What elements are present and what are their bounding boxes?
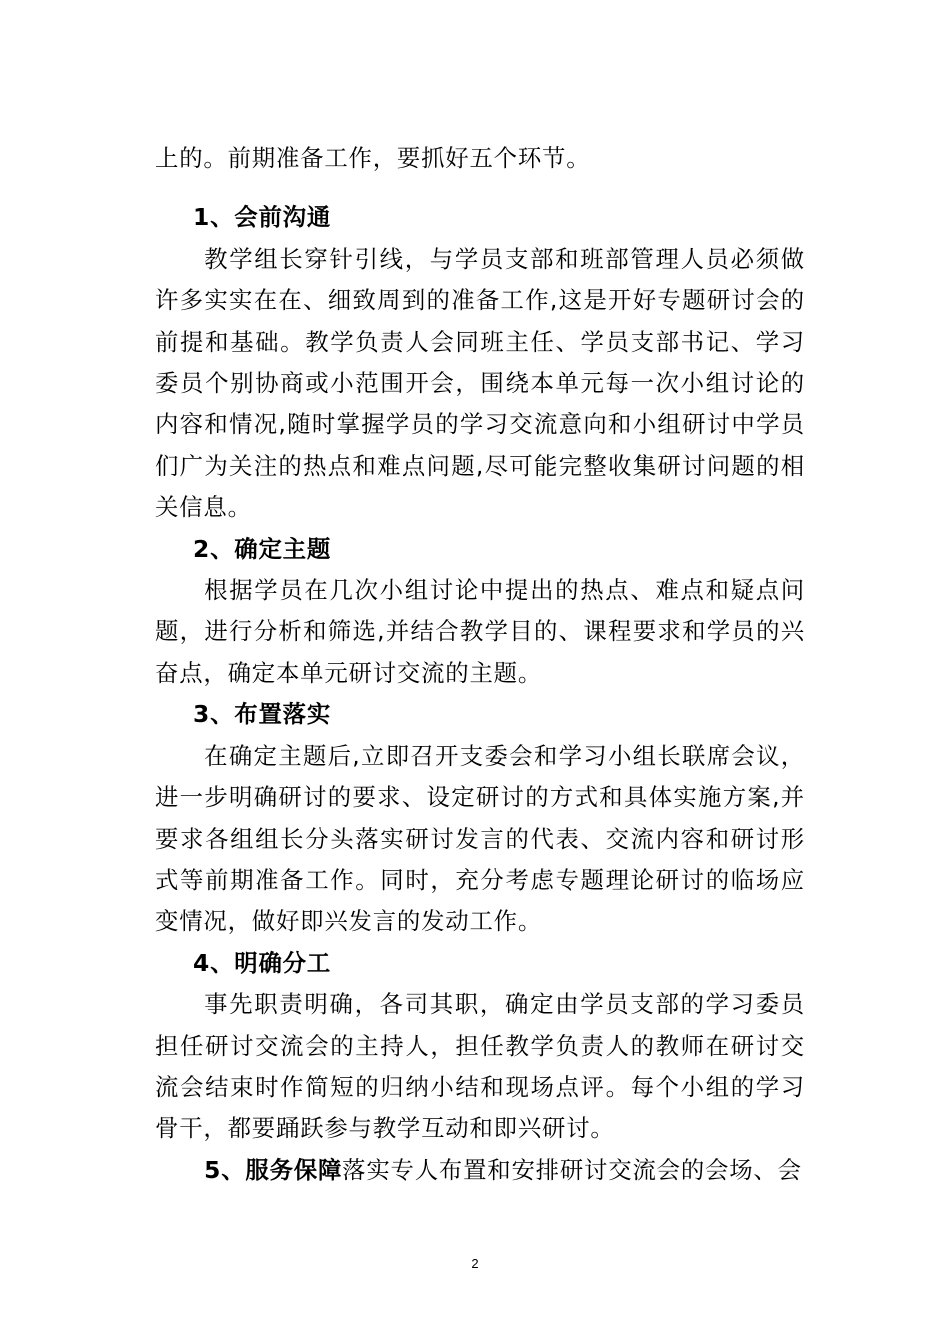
section-5-paragraph bbox=[155, 1150, 805, 1191]
section-body-3: 在确定主题后,立即召开支委会和学习小组长联席会议，进一步明确研讨的要求、设定研讨的方式和具体实施方案,并要求各组组长分头落实研讨发言的代表、交流内容和研讨形式等前期准备工作。同时，充分考虑专题理论研讨的临场应变情况，做好即兴发言的发动工作。 bbox=[155, 741, 805, 936]
section-heading-5: 5、服务保障 bbox=[204, 1155, 343, 1184]
section-heading-3: 3、布置落实 bbox=[193, 700, 332, 729]
page-number: 2 bbox=[471, 1256, 479, 1271]
section-heading-1: 1、会前沟通 bbox=[193, 203, 332, 232]
section-body-1: 教学组长穿针引线，与学员支部和班部管理人员必须做许多实实在在、细致周到的准备工作,这是开好专题研讨会的前提和基础。教学负责人会同班主任、学员支部书记、学习委员个别协商或小范围开会，围绕本单元每一次小组讨论的内容和情况,随时掌握学员的学习交流意向和小组研讨中学员们广为关注的热点和难点问题,尽可能完整收集研讨问题的相关信息。 bbox=[155, 244, 805, 522]
section-heading-2: 2、确定主题 bbox=[193, 534, 332, 563]
continued-paragraph: 上的。前期准备工作，要抓好五个环节。 bbox=[155, 144, 591, 172]
section-heading-4: 4、明确分工 bbox=[193, 948, 332, 977]
section-body-2: 根据学员在几次小组讨论中提出的热点、难点和疑点问题，进行分析和筛选,并结合教学目的、课程要求和学员的兴奋点，确定本单元研讨交流的主题。 bbox=[155, 576, 805, 687]
section-body-4: 事先职责明确，各司其职，确定由学员支部的学习委员担任研讨交流会的主持人，担任教学负责人的教师在研讨交流会结束时作简短的归纳小结和现场点评。每个小组的学习骨干，都要踊跃参与教学互动和即兴研讨。 bbox=[155, 990, 805, 1143]
section-body-5: 落实专人布置和安排研讨交流会的会场、会 bbox=[342, 1155, 802, 1184]
document-body bbox=[155, 138, 805, 1191]
